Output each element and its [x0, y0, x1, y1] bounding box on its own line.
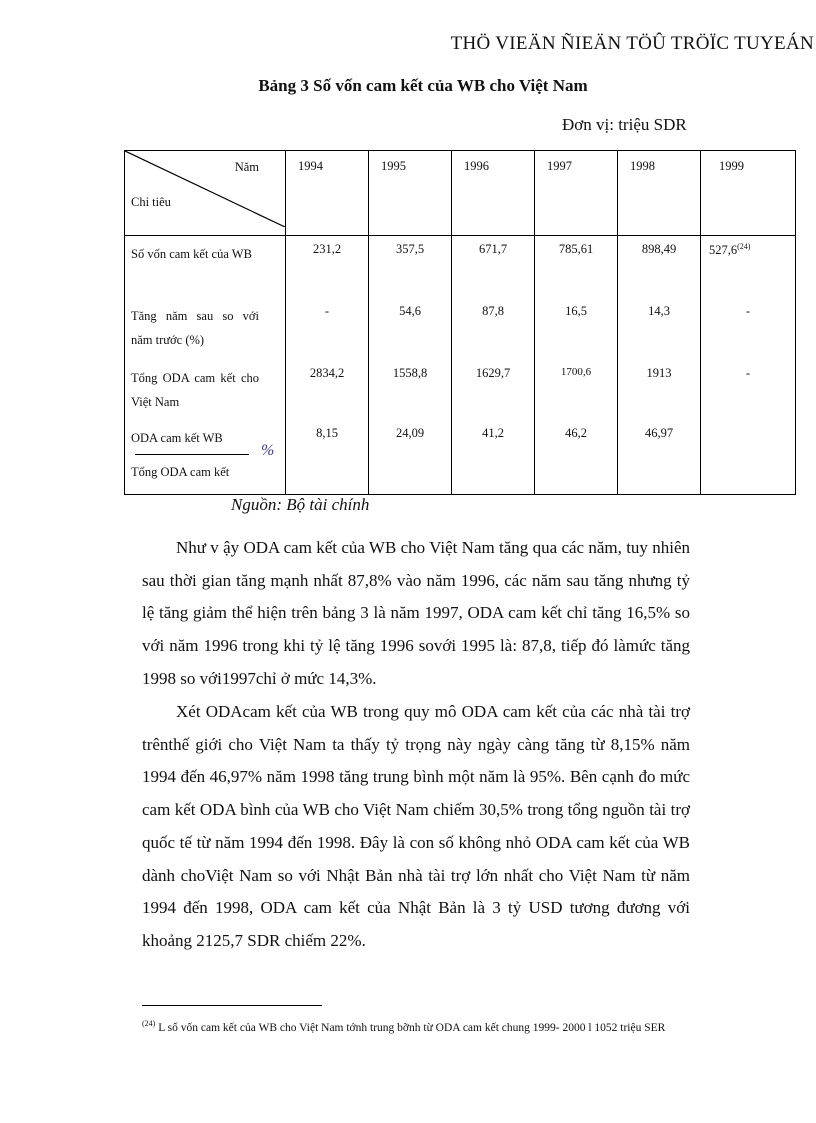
- cell-value: 785,61: [558, 242, 594, 256]
- cell-value: 1913: [646, 366, 672, 380]
- cell-value: 357,5: [395, 242, 425, 256]
- cell-value: 1558,8: [392, 366, 428, 380]
- cell-value: 671,7: [478, 242, 508, 256]
- year-column-1994: [286, 236, 369, 495]
- cell-value: 14,3: [648, 304, 670, 318]
- paragraph-2: [142, 696, 690, 958]
- footnote: [142, 1016, 702, 1036]
- table-title: Bảng 3 Số vốn cam kết của WB cho Việt Nam: [258, 76, 588, 95]
- cell-value: -: [745, 366, 751, 380]
- table-source: Nguồn: Bộ tài chính: [231, 495, 370, 514]
- row-label-total-oda: Tổng ODA cam kết cho Việt Nam: [131, 371, 259, 409]
- diagonal-divider: [125, 151, 285, 227]
- cell-value-with-footnote: [701, 242, 795, 258]
- row-label-growth: Tăng năm sau so với năm trước (%): [131, 309, 259, 347]
- unit-note: Đơn vị: triệu SDR: [562, 115, 687, 134]
- footnote-separator: [142, 1005, 322, 1006]
- paragraph-text: Xét ODAcam kết của WB trong quy mô ODA cam kết của các nhà tài trợ trênthế giới cho Việt Nam ta thấy tỷ trọng này ngày càng tăng từ 8,15% năm 1994 đến 46,97% năm 1998 tăng trung bình một năm là 95%. Bên cạnh đo mức cam kết ODA bình của WB cho Việt Nam chiếm 30,5% trong tổng nguồn tài trợ quốc tế từ năm 1994 đến 1998. Đây là con số không nhỏ ODA cam kết của WB dành choViệt Nam so với Nhật Bản nhà tài trợ lớn nhất cho Việt Nam từ năm 1994 đến 1998, ODA cam kết của Nhật Bản là 3 tỷ USD tương đương với khoảng 2125,7 SDR chiếm 22%.: [142, 702, 690, 950]
- year-header: 1995: [369, 151, 452, 236]
- footnote-text: L số vốn cam kết của WB cho Việt Nam tớnh trung bỡnh từ ODA cam kết chung 1999- 2000 l 1052 triệu SER: [158, 1021, 666, 1034]
- corner-metric-label: Chỉ tiêu: [131, 195, 171, 209]
- cell-value: 87,8: [482, 304, 504, 318]
- cell-value: 54,6: [399, 304, 421, 318]
- row-labels-cell: [125, 236, 286, 495]
- cell-value: 898,49: [641, 242, 677, 256]
- cell-value: 231,2: [312, 242, 342, 256]
- year-header: 1996: [452, 151, 535, 236]
- row-label-ratio-denominator: Tổng ODA cam kết: [131, 465, 230, 479]
- footnote-mark: (24): [142, 1019, 156, 1028]
- corner-year-label: Năm: [234, 160, 259, 174]
- table-header-row: [125, 151, 796, 236]
- cell-value: 24,09: [395, 426, 425, 440]
- cell-value: 46,97: [644, 426, 674, 440]
- commitment-table: [124, 150, 796, 495]
- year-header: 1998: [618, 151, 701, 236]
- row-label-commitment: Số vốn cam kết của WB: [131, 247, 252, 261]
- cell-value: 527,6: [709, 243, 738, 258]
- paragraph-1: [142, 532, 690, 696]
- cell-value: 8,15: [316, 426, 338, 440]
- year-column-1998: [618, 236, 701, 495]
- row-label-ratio-numerator: ODA cam kết WB: [131, 431, 223, 445]
- cell-value: -: [745, 304, 751, 318]
- running-header: THÖ VIEÄN ÑIEÄN TÖÛ TRÖÏC TUYEÁN: [450, 33, 814, 54]
- table-body-row: [125, 236, 796, 495]
- year-header: 1994: [286, 151, 369, 236]
- cell-value: 16,5: [565, 304, 587, 318]
- paragraph-text: Như v ậy ODA cam kết của WB cho Việt Nam tăng qua các năm, tuy nhiên sau thời gian tăng mạnh nhất 87,8% vào năm 1996, các năm sau tăng nhưng tỷ lệ tăng giảm thể hiện trên bảng 3 là năm 1997, ODA cam kết chỉ tăng 16,5% so với năm 1996 trong khi tỷ lệ tăng 1996 sovới 1995 là: 87,8, tiếp đó làmức tăng 1998 so với1997chỉ ở mức 14,3%.: [142, 538, 690, 688]
- percent-sign: %: [261, 442, 275, 459]
- year-column-1997: [535, 236, 618, 495]
- corner-cell: [125, 151, 286, 236]
- year-header: 1999: [701, 151, 796, 236]
- cell-value: -: [324, 304, 330, 318]
- cell-value: 41,2: [482, 426, 504, 440]
- year-column-1996: [452, 236, 535, 495]
- cell-value: 1700,6: [560, 366, 592, 378]
- footnote-ref[interactable]: (24): [737, 242, 751, 251]
- year-column-1999: [701, 236, 796, 495]
- cell-value: 1629,7: [475, 366, 511, 380]
- year-header: 1997: [535, 151, 618, 236]
- cell-value: 2834,2: [309, 366, 345, 380]
- fraction-bar: [135, 454, 249, 455]
- year-column-1995: [369, 236, 452, 495]
- cell-value: 46,2: [565, 426, 587, 440]
